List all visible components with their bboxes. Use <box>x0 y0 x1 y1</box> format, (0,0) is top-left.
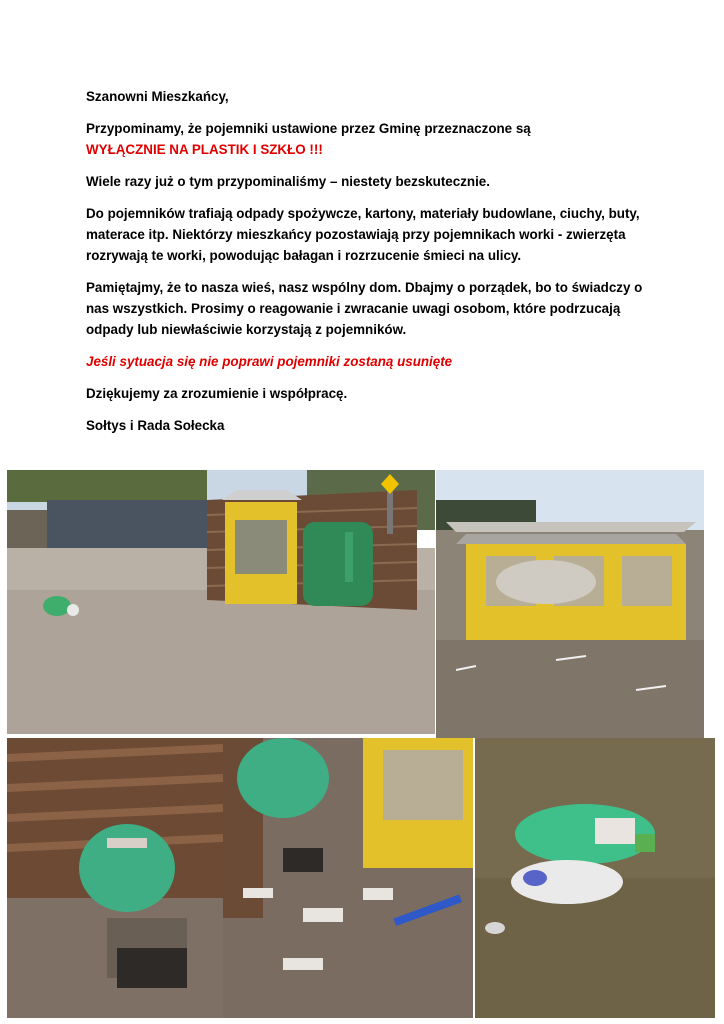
photo-yellow-cage-container <box>436 470 704 738</box>
photo-containers-wide <box>7 470 435 734</box>
greeting: Szanowni Mieszkańcy, <box>86 89 229 104</box>
removal-warning: Jeśli sytuacja się nie poprawi pojemniki zostaną usunięte <box>86 354 453 369</box>
paragraph-reminder <box>86 118 646 160</box>
paragraph-waste-types: Do pojemników trafiają odpady spożywcze, kartony, materiały budowlane, ciuchy, buty, materace itp. Niektórzy mieszkańcy pozostawiają przy pojemnikach worki - zwierzęta rozrywają te worki, powodując bałagan i rozrzucenie śmieci na ulicy. <box>86 206 640 263</box>
letter <box>86 86 646 447</box>
photo-green-bag-fence <box>7 738 223 1018</box>
thanks-line: Dziękujemy za zrozumienie i współpracę. <box>86 386 348 401</box>
paragraph-appeal: Pamiętajmy, że to nasza wieś, nasz wspólny dom. Dbajmy o porządek, bo to świadczy o nas wszystkich. Prosimy o reagowanie i zwracanie uwagi osobom, które podrzucają odpady lub niewłaściwie korzystają z pojemników. <box>86 280 643 337</box>
plastic-glass-only-notice: WYŁĄCZNIE NA PLASTIK I SZKŁO !!! <box>86 142 323 157</box>
signature: Sołtys i Rada Sołecka <box>86 418 225 433</box>
photo-torn-bag-grass <box>475 738 715 1018</box>
photo-scattered-trash <box>223 738 473 1018</box>
reminder-text: Przypominamy, że pojemniki ustawione przez Gminę przeznaczone są <box>86 121 531 136</box>
paragraph-repeated: Wiele razy już o tym przypominaliśmy – niestety bezskutecznie. <box>86 174 490 189</box>
